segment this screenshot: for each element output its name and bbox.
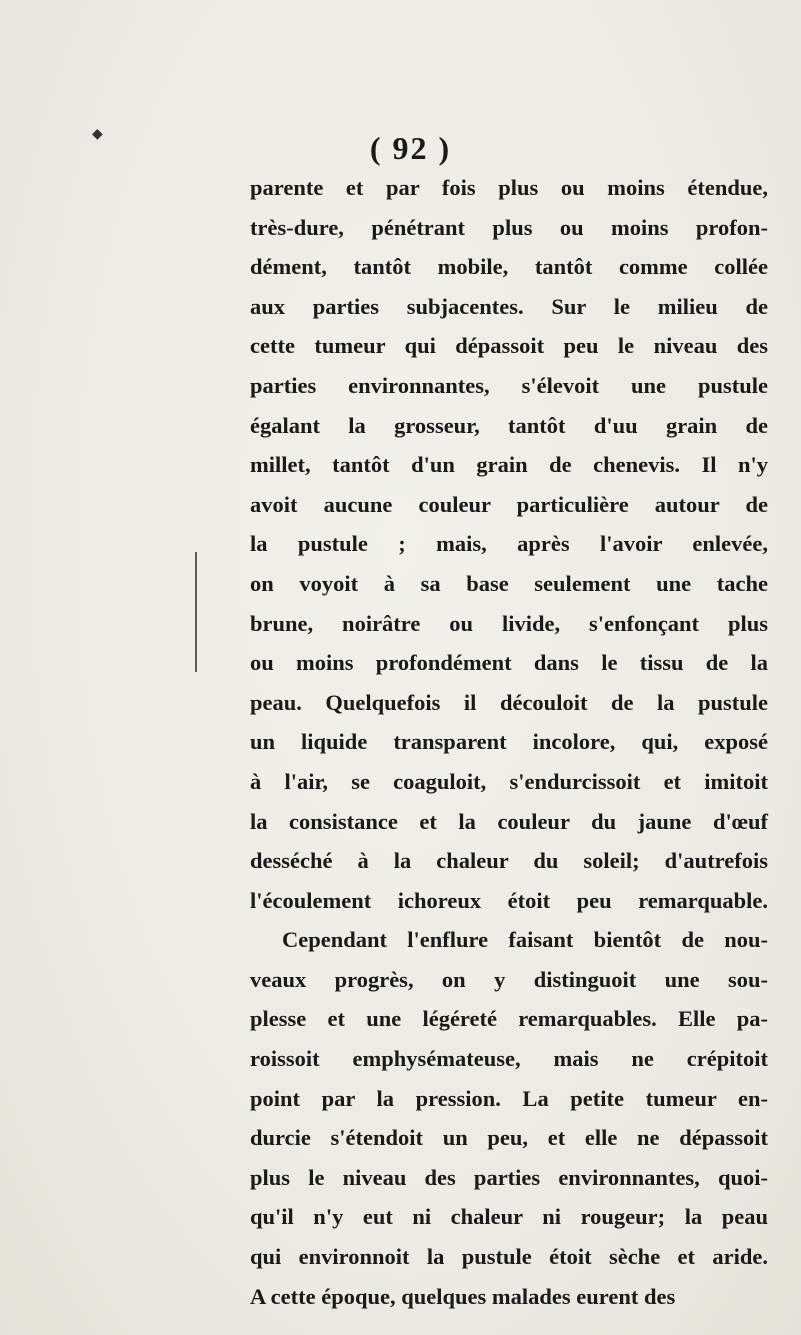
margin-mark-icon: ◆ xyxy=(92,126,103,142)
text-line: l'écoulement ichoreux étoit peu remarquable. xyxy=(250,887,768,913)
text-line: on voyoit à sa base seulement une tache xyxy=(250,570,768,596)
text-line: parente et par fois plus ou moins étendue, xyxy=(250,175,768,200)
text-line: point par la pression. La petite tumeur en- xyxy=(250,1085,768,1111)
text-line: dément, tantôt mobile, tantôt comme collée xyxy=(250,254,768,280)
text-line: veaux progrès, on y distinguoit une sou- xyxy=(250,966,768,992)
text-line: desséché à la chaleur du soleil; d'autrefois xyxy=(250,848,768,874)
text-line: roissoit emphysémateuse, mais ne crépitoit xyxy=(250,1046,768,1072)
text-line: aux parties subjacentes. Sur le milieu de xyxy=(250,293,768,319)
text-line: parties environnantes, s'élevoit une pustule xyxy=(250,372,768,398)
text-line: cette tumeur qui dépassoit peu le niveau des xyxy=(250,333,768,359)
text-line: à l'air, se coaguloit, s'endurcissoit et imitoit xyxy=(250,768,768,794)
text-line: qui environnoit la pustule étoit sèche et aride. xyxy=(250,1244,768,1270)
text-line: peau. Quelquefois il découloit de la pustule xyxy=(250,689,768,715)
page-number: ( 92 ) xyxy=(369,130,452,166)
text-line: qu'il n'y eut ni chaleur ni rougeur; la peau xyxy=(250,1204,768,1230)
text-line: très-dure, pénétrant plus ou moins profon- xyxy=(250,214,768,240)
text-line: la pustule ; mais, après l'avoir enlevée, xyxy=(250,531,768,557)
text-line: ou moins profondément dans le tissu de la xyxy=(250,650,768,676)
text-line: un liquide transparent incolore, qui, exposé xyxy=(250,729,768,755)
text-line: A cette époque, quelques malades eurent des xyxy=(250,1283,676,1309)
text-line: durcie s'étendoit un peu, et elle ne dépassoit xyxy=(250,1125,768,1151)
text-line: avoit aucune couleur particulière autour de xyxy=(250,491,768,517)
body-text xyxy=(250,168,768,1316)
text-line: millet, tantôt d'un grain de chenevis. Il n'y xyxy=(250,452,768,478)
text-line: plus le niveau des parties environnantes, quoi- xyxy=(250,1164,768,1190)
text-line: brune, noirâtre ou livide, s'enfonçant plus xyxy=(250,610,768,636)
margin-bracket xyxy=(195,552,200,672)
text-line: égalant la grosseur, tantôt d'uu grain de xyxy=(250,412,768,438)
text-line-paragraph-start: Cependant l'enflure faisant bientôt de nou- xyxy=(282,927,768,953)
text-line: la consistance et la couleur du jaune d'œuf xyxy=(250,808,768,834)
text-line: plesse et une légéreté remarquables. Elle pa- xyxy=(250,1006,768,1032)
